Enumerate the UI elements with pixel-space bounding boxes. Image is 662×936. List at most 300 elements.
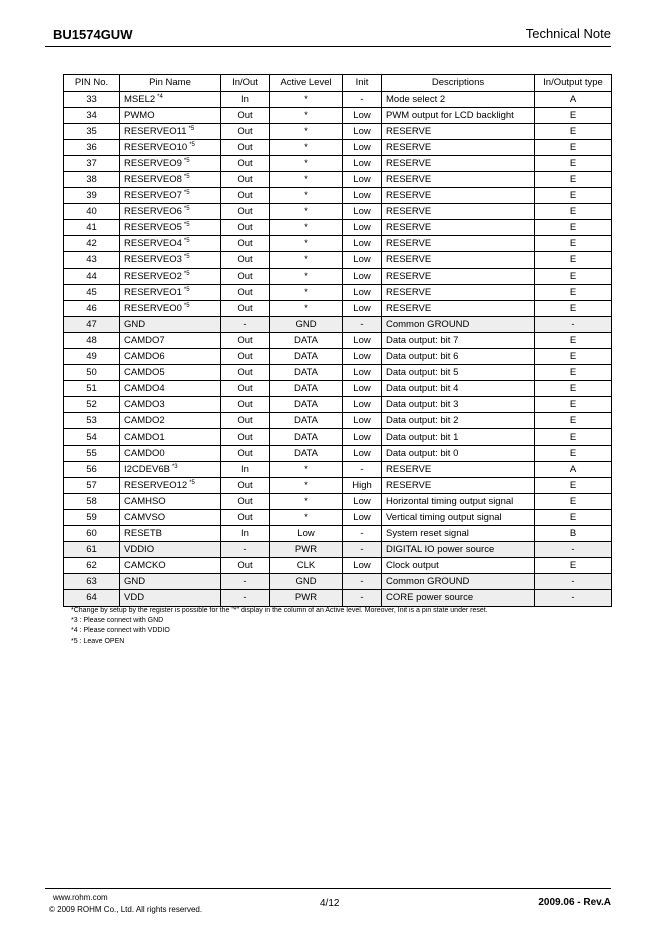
cell-pin-no-text: 52 bbox=[86, 399, 97, 411]
table-row bbox=[64, 590, 612, 606]
cell-pin-no-text: 33 bbox=[86, 93, 97, 105]
cell-description-text: RESERVE bbox=[386, 222, 432, 234]
cell-init bbox=[343, 123, 382, 139]
cell-pin-no-text: 46 bbox=[86, 302, 97, 314]
cell-in-out-text: Out bbox=[237, 511, 253, 523]
cell-active-level bbox=[270, 445, 343, 461]
cell-io-type-text: E bbox=[569, 399, 577, 411]
cell-pin-name-text: VDD bbox=[124, 592, 145, 604]
cell-description-text: RESERVE bbox=[386, 254, 432, 266]
cell-pin-no bbox=[64, 91, 120, 107]
cell-pin-no-text: 56 bbox=[86, 463, 97, 475]
cell-pin-name bbox=[120, 220, 221, 236]
cell-pin-name-text: RESERVEO8 bbox=[124, 174, 182, 186]
cell-pin-no bbox=[64, 461, 120, 477]
cell-pin-name bbox=[120, 236, 221, 252]
cell-io-type-text: E bbox=[569, 157, 577, 169]
cell-io-type-text: A bbox=[569, 93, 577, 105]
cell-pin-no bbox=[64, 332, 120, 348]
cell-in-out bbox=[221, 220, 270, 236]
cell-pin-no-text: 48 bbox=[86, 334, 97, 346]
cell-pin-no bbox=[64, 107, 120, 123]
cell-io-type-text: E bbox=[569, 270, 577, 282]
cell-in-out bbox=[221, 429, 270, 445]
cell-description bbox=[382, 429, 535, 445]
cell-in-out bbox=[221, 574, 270, 590]
cell-pin-name-text: RESERVEO4 bbox=[124, 238, 182, 250]
cell-pin-name bbox=[120, 493, 221, 509]
cell-io-type bbox=[535, 268, 612, 284]
cell-active-level-text: * bbox=[304, 93, 308, 105]
cell-description-text: RESERVE bbox=[386, 238, 432, 250]
cell-active-level bbox=[270, 397, 343, 413]
cell-description bbox=[382, 558, 535, 574]
cell-active-level-text: DATA bbox=[294, 431, 318, 443]
cell-pin-name bbox=[120, 574, 221, 590]
cell-init-text: - bbox=[360, 544, 364, 556]
cell-init-text: Low bbox=[353, 447, 371, 459]
cell-init-text: Low bbox=[353, 495, 371, 507]
header-divider bbox=[45, 46, 611, 47]
cell-init bbox=[343, 397, 382, 413]
part-number: BU1574GUW bbox=[53, 27, 133, 42]
cell-description bbox=[382, 590, 535, 606]
cell-pin-name bbox=[120, 123, 221, 139]
cell-in-out-text: Out bbox=[237, 383, 253, 395]
table-row bbox=[64, 413, 612, 429]
cell-io-type-text: E bbox=[569, 431, 577, 443]
cell-io-type bbox=[535, 284, 612, 300]
cell-active-level-text: * bbox=[304, 286, 308, 298]
cell-in-out bbox=[221, 188, 270, 204]
cell-pin-name-text: RESERVEO2 bbox=[124, 270, 182, 282]
cell-in-out-text: - bbox=[243, 592, 247, 604]
cell-description-text: RESERVE bbox=[386, 141, 432, 153]
cell-active-level-text: * bbox=[304, 206, 308, 218]
cell-init-text: Low bbox=[353, 141, 371, 153]
cell-init-text: Low bbox=[353, 399, 371, 411]
cell-active-level-text: DATA bbox=[294, 383, 318, 395]
footnote-marker: *5 bbox=[183, 254, 190, 261]
cell-in-out-text: Out bbox=[237, 125, 253, 137]
cell-description bbox=[382, 139, 535, 155]
cell-io-type bbox=[535, 171, 612, 187]
cell-pin-no bbox=[64, 365, 120, 381]
cell-pin-name bbox=[120, 509, 221, 525]
cell-io-type-text: E bbox=[569, 254, 577, 266]
cell-pin-no bbox=[64, 493, 120, 509]
cell-active-level bbox=[270, 268, 343, 284]
cell-init-text: Low bbox=[353, 174, 371, 186]
col-header-io-type: In/Output type bbox=[535, 75, 612, 92]
document-type: Technical Note bbox=[525, 26, 611, 41]
cell-description-text: RESERVE bbox=[386, 125, 432, 137]
cell-in-out-text: Out bbox=[237, 415, 253, 427]
footnote-marker: *5 bbox=[183, 302, 190, 309]
cell-init-text: Low bbox=[353, 415, 371, 427]
cell-description bbox=[382, 461, 535, 477]
table-row bbox=[64, 365, 612, 381]
footnote-marker: *4 bbox=[157, 93, 163, 100]
cell-in-out bbox=[221, 461, 270, 477]
cell-pin-no-text: 47 bbox=[86, 318, 97, 330]
cell-pin-name bbox=[120, 413, 221, 429]
col-header-in-out: In/Out bbox=[221, 75, 270, 92]
cell-pin-no-text: 61 bbox=[86, 544, 97, 556]
cell-description-text: Data output: bit 6 bbox=[386, 351, 459, 363]
cell-description bbox=[382, 171, 535, 187]
cell-pin-no-text: 34 bbox=[86, 109, 97, 121]
cell-io-type bbox=[535, 574, 612, 590]
cell-pin-name bbox=[120, 542, 221, 558]
cell-description-text: Data output: bit 7 bbox=[386, 334, 459, 346]
table-row bbox=[64, 155, 612, 171]
cell-init-text: Low bbox=[353, 302, 371, 314]
cell-io-type-text: E bbox=[569, 415, 577, 427]
footer-website: www.rohm.com bbox=[53, 893, 108, 902]
cell-init bbox=[343, 284, 382, 300]
cell-in-out-text: Out bbox=[237, 254, 253, 266]
cell-active-level bbox=[270, 381, 343, 397]
cell-io-type bbox=[535, 509, 612, 525]
cell-pin-no-text: 38 bbox=[86, 174, 97, 186]
table-row bbox=[64, 381, 612, 397]
cell-active-level-text: DATA bbox=[294, 367, 318, 379]
cell-in-out bbox=[221, 171, 270, 187]
cell-description bbox=[382, 123, 535, 139]
cell-pin-name bbox=[120, 365, 221, 381]
cell-init bbox=[343, 349, 382, 365]
cell-pin-name bbox=[120, 316, 221, 332]
table-row bbox=[64, 171, 612, 187]
cell-io-type bbox=[535, 188, 612, 204]
cell-init bbox=[343, 477, 382, 493]
cell-active-level bbox=[270, 574, 343, 590]
cell-init bbox=[343, 268, 382, 284]
cell-pin-no-text: 44 bbox=[86, 270, 97, 282]
cell-init-text: - bbox=[360, 318, 364, 330]
cell-description bbox=[382, 188, 535, 204]
cell-init bbox=[343, 558, 382, 574]
cell-description-text: Clock output bbox=[386, 560, 439, 572]
cell-init-text: Low bbox=[353, 222, 371, 234]
cell-init bbox=[343, 204, 382, 220]
cell-active-level bbox=[270, 365, 343, 381]
cell-description bbox=[382, 220, 535, 236]
table-row bbox=[64, 445, 612, 461]
cell-description-text: RESERVE bbox=[386, 302, 432, 314]
cell-io-type-text: - bbox=[571, 544, 575, 556]
cell-in-out-text: Out bbox=[237, 109, 253, 121]
cell-in-out bbox=[221, 445, 270, 461]
cell-pin-name bbox=[120, 188, 221, 204]
cell-description bbox=[382, 477, 535, 493]
cell-in-out bbox=[221, 509, 270, 525]
cell-pin-no bbox=[64, 445, 120, 461]
cell-active-level-text: * bbox=[304, 190, 308, 202]
cell-pin-name bbox=[120, 91, 221, 107]
cell-in-out-text: Out bbox=[237, 431, 253, 443]
cell-active-level-text: GND bbox=[295, 576, 317, 588]
cell-io-type bbox=[535, 252, 612, 268]
cell-in-out bbox=[221, 300, 270, 316]
table-row bbox=[64, 461, 612, 477]
footnote-marker: *5 bbox=[183, 286, 190, 293]
cell-active-level bbox=[270, 493, 343, 509]
cell-init bbox=[343, 188, 382, 204]
cell-in-out-text: Out bbox=[237, 141, 253, 153]
cell-pin-name-text: RESERVEO3 bbox=[124, 254, 182, 266]
cell-init bbox=[343, 461, 382, 477]
cell-active-level bbox=[270, 139, 343, 155]
table-row bbox=[64, 349, 612, 365]
cell-description bbox=[382, 268, 535, 284]
cell-in-out-text: Out bbox=[237, 495, 253, 507]
cell-init bbox=[343, 332, 382, 348]
cell-description-text: Data output: bit 2 bbox=[386, 415, 459, 427]
table-row bbox=[64, 332, 612, 348]
table-row bbox=[64, 107, 612, 123]
cell-description-text: System reset signal bbox=[386, 528, 469, 540]
cell-io-type-text: E bbox=[569, 511, 577, 523]
cell-pin-name-text: CAMDO7 bbox=[124, 334, 165, 346]
cell-io-type bbox=[535, 477, 612, 493]
col-header-init: Init bbox=[343, 75, 382, 92]
cell-active-level bbox=[270, 349, 343, 365]
cell-io-type-text: E bbox=[569, 495, 577, 507]
cell-io-type bbox=[535, 107, 612, 123]
footnote-marker: *5 bbox=[189, 141, 195, 148]
cell-description-text: Vertical timing output signal bbox=[386, 511, 502, 523]
cell-io-type bbox=[535, 461, 612, 477]
cell-pin-name bbox=[120, 107, 221, 123]
cell-in-out-text: Out bbox=[237, 334, 253, 346]
cell-description bbox=[382, 349, 535, 365]
table-row bbox=[64, 91, 612, 107]
cell-in-out-text: Out bbox=[237, 560, 253, 572]
cell-pin-name-text: RESERVEO9 bbox=[124, 157, 182, 169]
cell-io-type-text: E bbox=[569, 383, 577, 395]
cell-description bbox=[382, 397, 535, 413]
table-row bbox=[64, 284, 612, 300]
cell-active-level bbox=[270, 461, 343, 477]
table-row bbox=[64, 558, 612, 574]
cell-pin-no bbox=[64, 558, 120, 574]
date-revision: 2009.06 - Rev.A bbox=[538, 897, 611, 908]
cell-init-text: - bbox=[360, 528, 364, 540]
cell-in-out-text: Out bbox=[237, 238, 253, 250]
note-general: *Change by setup by the register is possible for the "*" display in the column of an Active level. Moreover, Init is a pin state under reset. bbox=[71, 607, 488, 614]
cell-init bbox=[343, 590, 382, 606]
cell-pin-no bbox=[64, 349, 120, 365]
cell-active-level-text: * bbox=[304, 141, 308, 153]
cell-io-type bbox=[535, 413, 612, 429]
cell-io-type-text: - bbox=[571, 318, 575, 330]
cell-description bbox=[382, 284, 535, 300]
cell-active-level bbox=[270, 542, 343, 558]
cell-description-text: RESERVE bbox=[386, 479, 432, 491]
cell-pin-no-text: 40 bbox=[86, 206, 97, 218]
cell-init bbox=[343, 493, 382, 509]
cell-pin-name-text: CAMDO5 bbox=[124, 367, 165, 379]
cell-active-level-text: PWR bbox=[294, 544, 318, 556]
cell-io-type bbox=[535, 397, 612, 413]
cell-init bbox=[343, 542, 382, 558]
cell-pin-no-text: 42 bbox=[86, 238, 97, 250]
cell-pin-no-text: 39 bbox=[86, 190, 97, 202]
cell-init bbox=[343, 220, 382, 236]
cell-pin-no-text: 55 bbox=[86, 447, 97, 459]
cell-pin-name-text: RESERVEO0 bbox=[124, 302, 182, 314]
cell-active-level bbox=[270, 477, 343, 493]
cell-pin-no bbox=[64, 590, 120, 606]
cell-pin-no-text: 53 bbox=[86, 415, 97, 427]
cell-in-out-text: Out bbox=[237, 367, 253, 379]
cell-pin-no bbox=[64, 526, 120, 542]
cell-in-out bbox=[221, 493, 270, 509]
cell-init bbox=[343, 381, 382, 397]
cell-pin-no bbox=[64, 381, 120, 397]
cell-io-type bbox=[535, 445, 612, 461]
cell-in-out bbox=[221, 558, 270, 574]
cell-pin-no-text: 49 bbox=[86, 351, 97, 363]
cell-description bbox=[382, 413, 535, 429]
cell-in-out bbox=[221, 284, 270, 300]
cell-pin-name-text: RESERVEO12 bbox=[124, 479, 188, 491]
cell-pin-no bbox=[64, 268, 120, 284]
cell-pin-no bbox=[64, 509, 120, 525]
cell-pin-no-text: 36 bbox=[86, 141, 97, 153]
cell-io-type-text: E bbox=[569, 334, 577, 346]
cell-io-type-text: E bbox=[569, 447, 577, 459]
cell-io-type-text: A bbox=[569, 463, 577, 475]
col-header-descriptions: Descriptions bbox=[382, 75, 535, 92]
cell-active-level bbox=[270, 590, 343, 606]
cell-io-type bbox=[535, 236, 612, 252]
cell-active-level-text: DATA bbox=[294, 399, 318, 411]
cell-init-text: Low bbox=[353, 190, 371, 202]
cell-init bbox=[343, 139, 382, 155]
cell-description bbox=[382, 445, 535, 461]
footnote-marker: *5 bbox=[188, 125, 195, 132]
cell-io-type bbox=[535, 91, 612, 107]
table-row bbox=[64, 477, 612, 493]
cell-init bbox=[343, 252, 382, 268]
cell-description-text: RESERVE bbox=[386, 190, 432, 202]
cell-io-type-text: E bbox=[569, 560, 577, 572]
cell-active-level-text: GND bbox=[295, 318, 317, 330]
cell-in-out-text: Out bbox=[237, 351, 253, 363]
cell-description-text: CORE power source bbox=[386, 592, 474, 604]
cell-pin-name-text: GND bbox=[124, 576, 146, 588]
cell-pin-no bbox=[64, 171, 120, 187]
cell-io-type-text: E bbox=[569, 141, 577, 153]
cell-description-text: Data output: bit 4 bbox=[386, 383, 459, 395]
cell-active-level bbox=[270, 220, 343, 236]
cell-init bbox=[343, 236, 382, 252]
cell-in-out bbox=[221, 332, 270, 348]
cell-active-level-text: * bbox=[304, 495, 308, 507]
cell-pin-name bbox=[120, 252, 221, 268]
cell-pin-name-text: I2CDEV6B bbox=[124, 463, 170, 475]
cell-pin-no-text: 51 bbox=[86, 383, 97, 395]
cell-io-type-text: E bbox=[569, 238, 577, 250]
cell-init-text: Low bbox=[353, 109, 371, 121]
cell-active-level bbox=[270, 413, 343, 429]
cell-pin-name bbox=[120, 171, 221, 187]
cell-io-type-text: E bbox=[569, 286, 577, 298]
cell-description-text: Common GROUND bbox=[386, 318, 470, 330]
cell-io-type bbox=[535, 493, 612, 509]
cell-io-type-text: - bbox=[571, 592, 575, 604]
table-row bbox=[64, 509, 612, 525]
cell-active-level bbox=[270, 558, 343, 574]
cell-active-level-text: * bbox=[304, 222, 308, 234]
cell-pin-no bbox=[64, 155, 120, 171]
footnote-marker: *5 bbox=[183, 206, 190, 213]
cell-description bbox=[382, 542, 535, 558]
cell-init-text: Low bbox=[353, 511, 371, 523]
table-row bbox=[64, 542, 612, 558]
footer-copyright: © 2009 ROHM Co., Ltd. All rights reserved. bbox=[49, 905, 203, 914]
cell-in-out bbox=[221, 590, 270, 606]
cell-in-out bbox=[221, 477, 270, 493]
cell-in-out bbox=[221, 397, 270, 413]
cell-pin-no bbox=[64, 574, 120, 590]
cell-pin-no-text: 59 bbox=[86, 511, 97, 523]
cell-pin-name bbox=[120, 461, 221, 477]
cell-init-text: - bbox=[360, 592, 364, 604]
cell-description-text: Data output: bit 0 bbox=[386, 447, 459, 459]
cell-io-type-text: E bbox=[569, 302, 577, 314]
cell-active-level-text: DATA bbox=[294, 447, 318, 459]
cell-description bbox=[382, 509, 535, 525]
cell-description-text: RESERVE bbox=[386, 206, 432, 218]
cell-init bbox=[343, 107, 382, 123]
cell-active-level bbox=[270, 155, 343, 171]
cell-pin-name-text: RESERVEO1 bbox=[124, 286, 182, 298]
cell-pin-no-text: 50 bbox=[86, 367, 97, 379]
cell-pin-name-text: MSEL2 bbox=[124, 93, 156, 105]
cell-pin-name-text: CAMDO4 bbox=[124, 383, 165, 395]
cell-init-text: Low bbox=[353, 351, 371, 363]
cell-in-out-text: Out bbox=[237, 222, 253, 234]
cell-io-type bbox=[535, 526, 612, 542]
cell-io-type bbox=[535, 220, 612, 236]
cell-pin-name-text: CAMDO3 bbox=[124, 399, 165, 411]
cell-description-text: PWM output for LCD backlight bbox=[386, 109, 514, 121]
cell-description-text: RESERVE bbox=[386, 157, 432, 169]
cell-active-level-text: DATA bbox=[294, 415, 318, 427]
cell-in-out bbox=[221, 155, 270, 171]
cell-init-text: Low bbox=[353, 560, 371, 572]
cell-init-text: - bbox=[360, 93, 364, 105]
cell-description-text: Data output: bit 1 bbox=[386, 431, 459, 443]
cell-description bbox=[382, 155, 535, 171]
cell-description-text: Data output: bit 3 bbox=[386, 399, 459, 411]
cell-description bbox=[382, 381, 535, 397]
cell-in-out bbox=[221, 268, 270, 284]
cell-pin-name bbox=[120, 381, 221, 397]
cell-description bbox=[382, 91, 535, 107]
cell-in-out-text: - bbox=[243, 318, 247, 330]
footnote-marker: *5 bbox=[183, 157, 190, 164]
col-header-pin-name: Pin Name bbox=[120, 75, 221, 92]
cell-init bbox=[343, 526, 382, 542]
cell-in-out bbox=[221, 236, 270, 252]
cell-pin-no bbox=[64, 300, 120, 316]
table-row bbox=[64, 220, 612, 236]
